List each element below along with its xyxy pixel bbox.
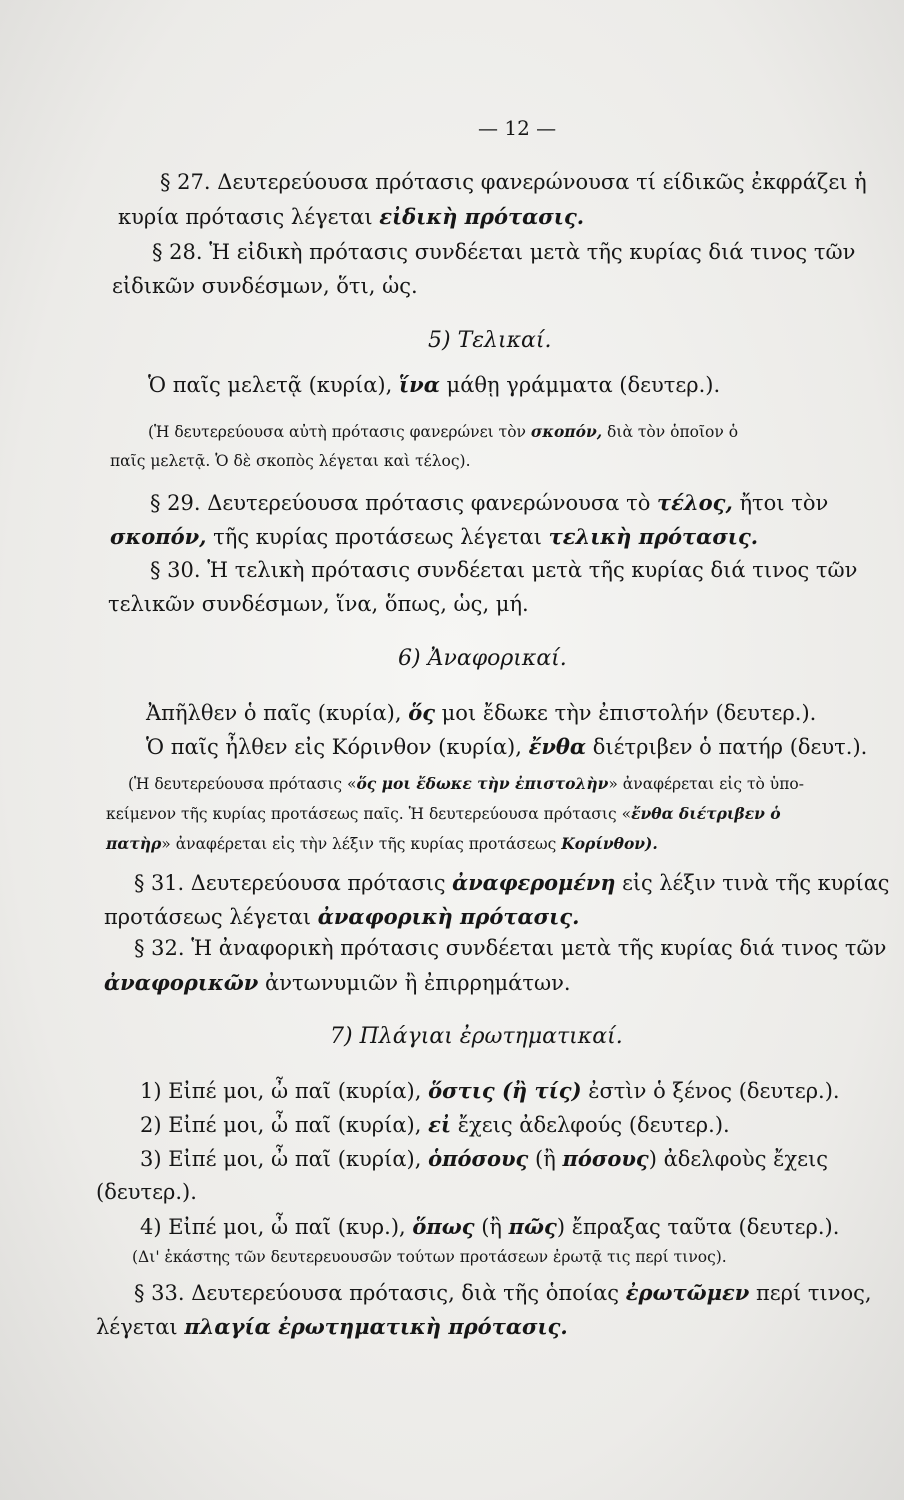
section-heading-telikai: 5) Τελικαί. [428, 328, 552, 353]
term-plagia-erotimatiki: πλαγία ἐρωτηματικὴ πρότασις. [184, 1314, 568, 1339]
sec6-note-line1: (Ἡ δευτερεύουσα πρότασις «ὅς μοι ἔδωκε τὴν ἐπιστολὴν» ἀναφέρεται εἰς τὸ ὑπο- [128, 774, 804, 793]
p27-line2: κυρία πρότασις λέγεται εἰδικὴ πρότασις. [118, 204, 585, 229]
p28-line2: εἰδικῶν συνδέσμων, ὅτι, ὡς. [112, 274, 418, 298]
p31-line1: § 31. Δευτερεύουσα πρότασις ἀναφερομένη εἰς λέξιν τινὰ τῆς κυρίας [134, 870, 890, 895]
sec6-example1: Ἀπῆλθεν ὁ παῖς (κυρία), ὅς μοι ἔδωκε τὴν ἐπιστολήν (δευτερ.). [146, 700, 817, 725]
sec5-example: Ὁ παῖς μελετᾷ (κυρία), ἵνα μάθῃ γράμματα (δευτερ.). [148, 372, 721, 397]
p33-line1: § 33. Δευτερεύουσα πρότασις, διὰ τῆς ὁποίας ἐρωτῶμεν περί τινος, [134, 1280, 872, 1305]
sec7-example2: 2) Εἰπέ μοι, ὦ παῖ (κυρία), εἰ ἔχεις ἀδελφούς (δευτερ.). [140, 1112, 730, 1137]
p32-line1: § 32. Ἡ ἀναφορικὴ πρότασις συνδέεται μετὰ τῆς κυρίας διά τινος τῶν [134, 936, 887, 960]
term-eidiki: εἰδικὴ πρότασις. [379, 204, 585, 229]
sec5-note-line2: παῖς μελετᾷ. Ὁ δὲ σκοπὸς λέγεται καὶ τέλος). [110, 452, 471, 470]
sec7-example3: 3) Εἰπέ μοι, ὦ παῖ (κυρία), ὁπόσους (ἢ πόσους) ἀδελφοὺς ἔχεις [140, 1146, 829, 1171]
sec6-note-line3: πατὴρ» ἀναφέρεται εἰς τὴν λέξιν τῆς κυρίας προτάσεως Κορίνθον). [106, 834, 658, 853]
section-heading-plagiai: 7) Πλάγιαι ἐρωτηματικαί. [330, 1024, 623, 1049]
sec6-example2: Ὁ παῖς ἦλθεν εἰς Κόρινθον (κυρία), ἔνθα διέτριβεν ὁ πατήρ (δευτ.). [146, 734, 868, 759]
sec7-note: (Δι' ἑκάστης τῶν δευτερευουσῶν τούτων προτάσεων ἐρωτᾷ τις περί τινος). [132, 1248, 727, 1266]
sec5-note-line1: (Ἡ δευτερεύουσα αὐτὴ πρότασις φανερώνει τὸν σκοπόν, διὰ τὸν ὁποῖον ὁ [148, 422, 739, 441]
p29-line1: § 29. Δευτερεύουσα πρότασις φανερώνουσα τὸ τέλος, ἤτοι τὸν [150, 490, 829, 515]
sec7-example4: 4) Εἰπέ μοι, ὦ παῖ (κυρ.), ὅπως (ἢ πῶς) ἔπραξας ταῦτα (δευτερ.). [140, 1214, 840, 1239]
sec6-note-line2: κείμενον τῆς κυρίας προτάσεως παῖς. Ἡ δευτερεύουσα πρότασις «ἔνθα διέτριβεν ὁ [106, 804, 781, 823]
p31-line2: προτάσεως λέγεται ἀναφορικὴ πρότασις. [104, 904, 580, 929]
p27-line1: § 27. Δευτερεύουσα πρότασις φανερώνουσα τί είδικῶς ἐκφράζει ἡ [160, 170, 867, 194]
sec7-example1: 1) Εἰπέ μοι, ὦ παῖ (κυρία), ὅστις (ἢ τίς) ἐστὶν ὁ ξένος (δευτερ.). [140, 1078, 840, 1103]
p30-line1: § 30. Ἡ τελικὴ πρότασις συνδέεται μετὰ τῆς κυρίας διά τινος τῶν [150, 558, 858, 582]
p33-line2: λέγεται πλαγία ἐρωτηματικὴ πρότασις. [96, 1314, 568, 1339]
section-heading-anaforikai: 6) Ἀναφορικαί. [398, 646, 567, 671]
p28-line1: § 28. Ἡ εἰδικὴ πρότασις συνδέεται μετὰ τῆς κυρίας διά τινος τῶν [152, 240, 856, 264]
p32-line2: ἀναφορικῶν ἀντωνυμιῶν ἢ ἐπιρρημάτων. [104, 970, 571, 995]
page-number: — 12 — [478, 116, 557, 140]
p29-line2: σκοπόν, τῆς κυρίας προτάσεως λέγεται τελικὴ πρότασις. [110, 524, 759, 549]
term-teliki: τελικὴ πρότασις. [548, 524, 759, 549]
sec7-example3-cont: (δευτερ.). [96, 1180, 197, 1204]
term-anaforiki: ἀναφορικὴ πρότασις. [317, 904, 580, 929]
p30-line2: τελικῶν συνδέσμων, ἵνα, ὅπως, ὡς, μή. [108, 592, 529, 616]
